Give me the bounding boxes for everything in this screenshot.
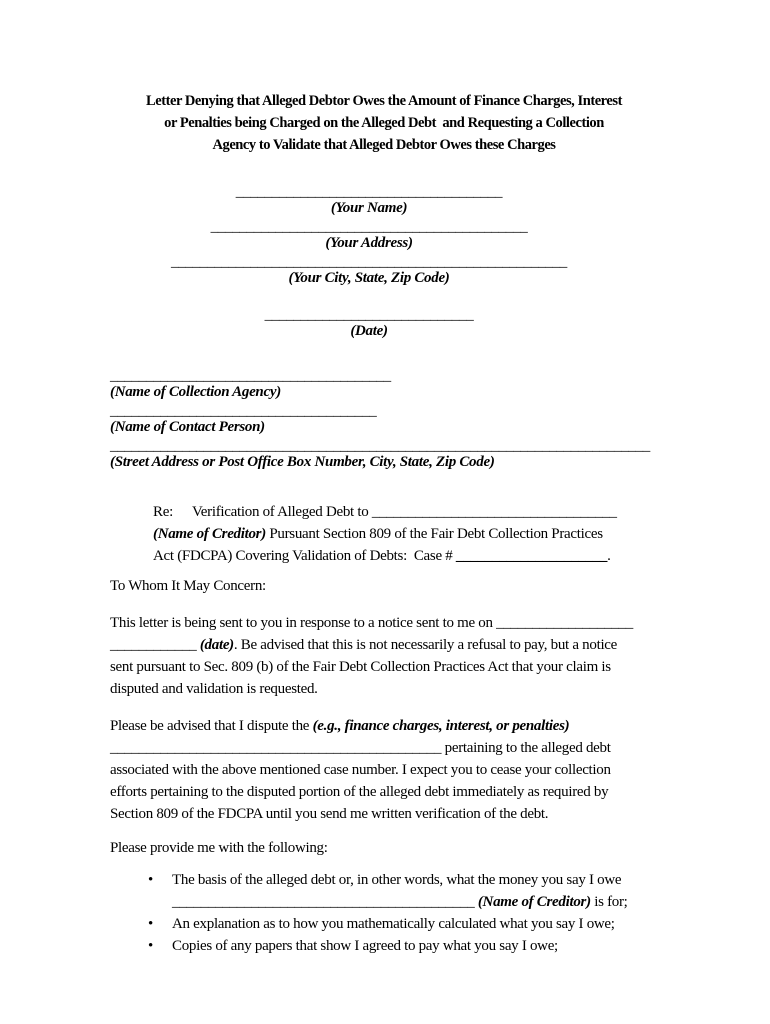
text-line	[153, 545, 658, 567]
list-item	[172, 869, 628, 913]
text-line	[110, 803, 658, 825]
text-line	[110, 759, 658, 781]
text-line	[172, 913, 615, 935]
blank-segment[interactable]: __________________________________	[371, 504, 617, 520]
text-segment: An explanation as to how you mathematically calculated what you say I owe;	[172, 916, 615, 932]
field-label: (Name of Collection Agency)	[110, 384, 281, 400]
text-segment: associated with the above mentioned case number. I expect you to cease your collection	[110, 762, 611, 778]
bullet-icon: •	[148, 872, 153, 888]
salutation: To Whom It May Concern:	[110, 578, 266, 594]
text-line	[172, 869, 628, 891]
list-item	[172, 935, 558, 957]
re-subject-block	[153, 501, 658, 567]
list-intro: Please provide me with the following:	[110, 840, 328, 856]
list-item	[172, 913, 615, 935]
text-line	[172, 891, 628, 913]
blank-segment[interactable]: __________________________________________	[172, 894, 475, 910]
text-line	[153, 501, 658, 523]
request-list	[110, 869, 658, 957]
paragraph-response-notice	[110, 612, 658, 700]
text-segment: is for;	[590, 894, 628, 910]
text-segment: . Be advised that this is not necessarily a refusal to pay, but a notice	[233, 637, 618, 653]
text-line	[110, 781, 658, 803]
list-item-row	[110, 913, 658, 935]
paragraph-dispute	[110, 715, 658, 825]
text-segment: Please be advised that I dispute the	[110, 718, 313, 734]
text-segment: .	[607, 548, 611, 564]
blank-line[interactable]: _______________________________________	[110, 368, 391, 384]
text-segment: Copies of any papers that show I agreed to pay what you say I owe;	[172, 938, 558, 954]
field-label: (Your City, State, Zip Code)	[288, 270, 450, 286]
bullet-icon: •	[148, 938, 153, 954]
document-title	[110, 90, 658, 156]
field-label: (Street Address or Post Office Box Number, City, State, Zip Code)	[110, 454, 495, 470]
blank-line[interactable]: _______________________________________________________	[170, 254, 567, 270]
text-line	[110, 737, 658, 759]
text-segment: efforts pertaining to the disputed portion of the alleged debt immediately as required by	[110, 784, 609, 800]
blank-segment[interactable]: ____________	[110, 637, 197, 653]
text-segment: Pursuant Section 809 of the Fair Debt Collection Practices	[265, 526, 603, 542]
your-city-state-zip-field	[110, 254, 628, 289]
text-line	[110, 678, 658, 700]
text-segment: (e.g., finance charges, interest, or penalties)	[312, 718, 570, 734]
text-segment: (Name of Creditor)	[153, 526, 266, 542]
text-segment: The basis of the alleged debt or, in other words, what the money you say I owe	[172, 872, 622, 888]
your-address-field	[110, 219, 628, 254]
bullet-icon: •	[148, 916, 153, 932]
text-line	[110, 612, 658, 634]
text-segment: This letter is being sent to you in response to a notice sent to me on	[110, 615, 497, 631]
blank-line[interactable]: _____________________________________	[235, 184, 503, 200]
text-segment: Verification of Alleged Debt to	[191, 504, 372, 520]
title-line: Letter Denying that Alleged Debtor Owes the Amount of Finance Charges, Interest	[146, 93, 622, 109]
contact-person-field	[110, 403, 658, 438]
text-segment: sent pursuant to Sec. 809 (b) of the Fair Debt Collection Practices Act that your claim is	[110, 659, 611, 675]
text-line	[110, 715, 658, 737]
text-line	[172, 935, 558, 957]
field-label: (Date)	[350, 323, 388, 339]
text-segment: (date)	[199, 637, 234, 653]
text-segment: pertaining to the alleged debt	[441, 740, 611, 756]
street-address-field	[110, 438, 658, 473]
text-segment: Act (FDCPA) Covering Validation of Debts: Case #	[153, 548, 456, 564]
text-line	[110, 634, 658, 656]
date-field	[110, 307, 628, 342]
text-segment: Section 809 of the FDCPA until you send me written verification of the debt.	[110, 806, 549, 822]
list-item-row	[110, 935, 658, 957]
title-line: Agency to Validate that Alleged Debtor Owes these Charges	[212, 137, 556, 153]
blank-segment[interactable]: ______________________________________________	[110, 740, 442, 756]
text-segment: disputed and validation is requested.	[110, 681, 318, 697]
collection-agency-field	[110, 368, 658, 403]
field-label: (Name of Contact Person)	[110, 419, 265, 435]
blank-line[interactable]: _____________________________________	[110, 403, 377, 419]
text-segment: (Name of Creditor)	[477, 894, 591, 910]
blank-line[interactable]: _____________________________	[264, 307, 474, 323]
field-label: (Your Name)	[330, 200, 408, 216]
list-item-row	[110, 869, 658, 913]
blank-segment[interactable]: _____________________	[455, 548, 608, 564]
title-line: or Penalties being Charged on the Alleged Debt and Requesting a Collection	[164, 115, 604, 131]
text-line	[110, 656, 658, 678]
text-segment: Re:	[153, 504, 173, 520]
blank-line[interactable]: ___________________________________________________________________________	[110, 438, 651, 454]
sender-info-block	[110, 184, 658, 342]
recipient-info-block	[110, 368, 658, 473]
text-line	[153, 523, 658, 545]
blank-line[interactable]: ____________________________________________	[210, 219, 528, 235]
your-name-field	[110, 184, 628, 219]
blank-segment[interactable]: ___________________	[496, 615, 633, 631]
field-label: (Your Address)	[325, 235, 413, 251]
